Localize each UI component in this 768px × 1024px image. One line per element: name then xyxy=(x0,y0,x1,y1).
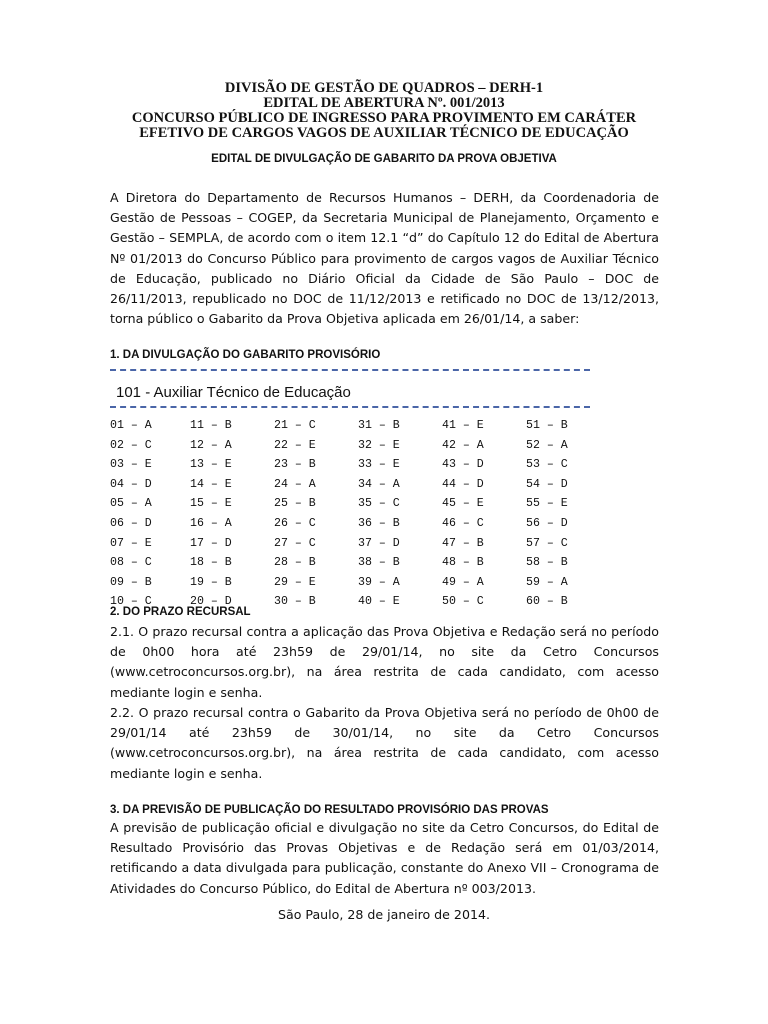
answer-item: 07 – E xyxy=(110,536,152,550)
answer-item: 34 – A xyxy=(358,477,400,491)
answer-item: 24 – A xyxy=(274,477,316,491)
answer-item: 53 – C xyxy=(526,458,568,472)
answer-item: 19 – B xyxy=(190,575,232,589)
answer-item: 01 – A xyxy=(110,419,152,432)
answer-item: 51 – B xyxy=(526,419,568,432)
answer-item: 41 – E xyxy=(442,419,484,432)
answer-item: 27 – C xyxy=(274,536,316,550)
section2-item-1: 2.1. O prazo recursal contra a aplicação das Prova Objetiva e Redação será no período de 0h00 hora até 23h59 de 29/01/14, no site da Cetro Concursos (www.cetroconcursos.org.br), na área restrita de cada candidato, com acesso mediante login e senha. xyxy=(110,624,659,700)
answer-item: 13 – E xyxy=(190,458,232,472)
answer-item: 55 – E xyxy=(526,497,568,511)
header-concurso: CONCURSO PÚBLICO DE INGRESSO PARA PROVIMENTO EM CARÁTER xyxy=(131,110,637,126)
answer-item: 02 – C xyxy=(110,438,152,452)
answer-item: 37 – D xyxy=(358,536,400,550)
answer-item: 56 – D xyxy=(526,516,568,530)
answer-item: 49 – A xyxy=(442,575,484,589)
dashed-divider-bottom xyxy=(110,406,590,408)
answer-item: 28 – B xyxy=(274,556,316,570)
closing-date: São Paulo, 28 de janeiro de 2014. xyxy=(278,907,490,922)
answer-item: 11 – B xyxy=(190,419,232,432)
answer-item: 48 – B xyxy=(442,556,484,570)
answer-item: 42 – A xyxy=(442,438,484,452)
answer-item: 45 – E xyxy=(442,497,484,511)
header-edital: EDITAL DE ABERTURA Nº. 001/2013 xyxy=(263,95,505,111)
answer-item: 54 – D xyxy=(526,477,568,491)
answer-item: 58 – B xyxy=(526,556,568,570)
section3-heading: 3. DA PREVISÃO DE PUBLICAÇÃO DO RESULTADO PROVISÓRIO DAS PROVAS xyxy=(110,804,549,816)
answer-column xyxy=(110,416,152,612)
answer-item: 20 – D xyxy=(190,595,232,609)
answer-item: 39 – A xyxy=(358,575,400,589)
answer-item: 14 – E xyxy=(190,477,232,491)
section2-heading: 2. DO PRAZO RECURSAL xyxy=(110,606,251,618)
answer-column xyxy=(526,416,568,612)
answer-item: 09 – B xyxy=(110,575,152,589)
answer-item: 43 – D xyxy=(442,458,484,472)
answer-item: 30 – B xyxy=(274,595,316,609)
answer-column xyxy=(190,416,232,612)
answer-item: 03 – E xyxy=(110,458,152,472)
cargo-title: 101 - Auxiliar Técnico de Educação xyxy=(116,384,351,401)
answer-item: 32 – E xyxy=(358,438,400,452)
answer-item: 12 – A xyxy=(190,438,232,452)
answer-item: 36 – B xyxy=(358,516,400,530)
answer-item: 40 – E xyxy=(358,595,400,609)
answer-item: 08 – C xyxy=(110,556,152,570)
answer-item: 47 – B xyxy=(442,536,484,550)
intro-paragraph: A Diretora do Departamento de Recursos Humanos – DERH, da Coordenadoria de Gestão de Pessoas – COGEP, da Secretaria Municipal de Planejamento, Orçamento e Gestão – SEMPLA, de acordo com o item 12.1 “d” do Capítulo 12 do Edital de Abertura Nº 01/2013 do Concurso Público para provimento de cargos vagos de Auxiliar Técnico de Educação, publicado no Diário Oficial da Cidade de São Paulo – DOC de 26/11/2013, republicado no DOC de 11/12/2013 e retificado no DOC de 13/12/2013, torna público o Gabarito da Prova Objetiva aplicada em 26/01/14, a saber: xyxy=(110,190,659,327)
document-subtitle: EDITAL DE DIVULGAÇÃO DE GABARITO DA PROVA OBJETIVA xyxy=(211,153,557,165)
answer-item: 26 – C xyxy=(274,516,316,530)
answer-item: 23 – B xyxy=(274,458,316,472)
answer-item: 21 – C xyxy=(274,419,316,432)
answer-item: 16 – A xyxy=(190,516,232,530)
answer-item: 06 – D xyxy=(110,516,152,530)
dashed-divider-top xyxy=(110,369,590,371)
answer-item: 25 – B xyxy=(274,497,316,511)
answer-item: 57 – C xyxy=(526,536,568,550)
answer-item: 33 – E xyxy=(358,458,400,472)
answer-item: 10 – C xyxy=(110,595,152,609)
answer-item: 04 – D xyxy=(110,477,152,491)
answer-item: 38 – B xyxy=(358,556,400,570)
answer-item: 31 – B xyxy=(358,419,400,432)
answer-item: 50 – C xyxy=(442,595,484,609)
header-cargos: EFETIVO DE CARGOS VAGOS DE AUXILIAR TÉCNICO DE EDUCAÇÃO xyxy=(139,125,629,141)
answer-item: 17 – D xyxy=(190,536,232,550)
answer-item: 60 – B xyxy=(526,595,568,609)
answer-item: 22 – E xyxy=(274,438,316,452)
answer-column xyxy=(442,416,484,612)
answer-item: 29 – E xyxy=(274,575,316,589)
answer-column xyxy=(358,416,400,612)
section1-heading: 1. DA DIVULGAÇÃO DO GABARITO PROVISÓRIO xyxy=(110,349,381,361)
answer-item: 05 – A xyxy=(110,497,152,511)
section2-item-2: 2.2. O prazo recursal contra o Gabarito da Prova Objetiva será no período de 0h00 de 29/01/14 até 23h59 de 30/01/14, no site da Cetro Concursos (www.cetroconcursos.org.br), na área restrita de cada candidato, com acesso mediante login e senha. xyxy=(110,705,659,781)
answer-item: 18 – B xyxy=(190,556,232,570)
header-division: DIVISÃO DE GESTÃO DE QUADROS – DERH-1 xyxy=(224,80,544,96)
answer-item: 46 – C xyxy=(442,516,484,530)
answer-column xyxy=(274,416,316,612)
answer-item: 59 – A xyxy=(526,575,568,589)
answer-item: 15 – E xyxy=(190,497,232,511)
section3-text: A previsão de publicação oficial e divulgação no site da Cetro Concursos, do Edital de Resultado Provisório das Provas Objetivas e de Redação será em 01/03/2014, retificando a data divulgada para publicação, constante do Anexo VII – Cronograma de Atividades do Concurso Público, do Edital de Abertura nº 003/2013. xyxy=(110,820,659,896)
answer-item: 44 – D xyxy=(442,477,484,491)
answer-item: 52 – A xyxy=(526,438,568,452)
answer-item: 35 – C xyxy=(358,497,400,511)
